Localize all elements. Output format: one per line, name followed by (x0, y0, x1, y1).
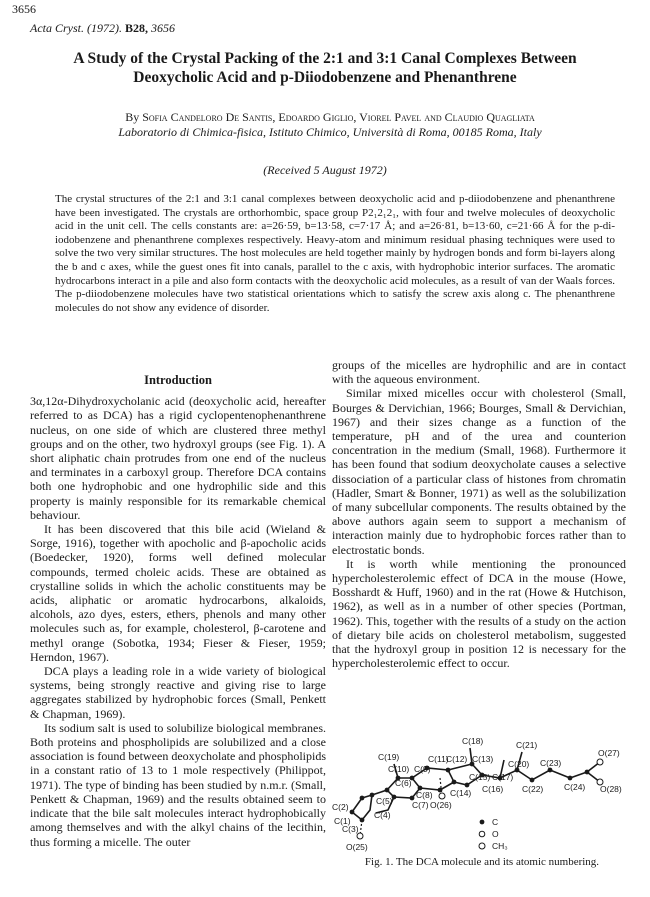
atom-label: C(15) (469, 772, 491, 782)
body-paragraph: It has been discovered that this bile acid (Wieland & Sorge, 1916), together with apocholic and β-apocholic acids (Boedecker, 1920), forms well defined molecular compounds, termed choleic acids. These are obtained as crystalline solids in which the acholic constituents may be acids, aliphatic or aromatic hydrocarbons, alkaloids, alcohols, azo dyes, esters, ethers, phenols and many other molecules such as, for example, cholesterol, β-carotene and methyl orange (Sobotka, 1934; Fieser & Fieser, 1959; Herndon, 1967). (30, 522, 326, 664)
atom-label: C(19) (378, 752, 400, 762)
body-paragraph: DCA plays a leading role in a wide variety of biological systems, being strongly reactive and giving rise to large aggregates stabilized by hydrophobic forces (Small, Penkett & Chapman, 1969). (30, 664, 326, 721)
atom-label: C(5) (376, 796, 393, 806)
journal-name: Acta Cryst. (30, 21, 84, 35)
atom-label: C(3) (342, 824, 359, 834)
legend-label: C (492, 817, 499, 827)
atom-label: C(13) (472, 754, 494, 764)
atom-label: C(12) (446, 754, 468, 764)
body-paragraph: Similar mixed micelles occur with cholesterol (Small, Bourges & Dervichian, 1966; Bourges, Small & Dervichian, 1967) and their sizes change as a function of the temperature, pH and of the urea and counterion concentration in the medium (Small, 1968). Furthermore it has been found that sodium deoxycholate causes a selective dissociation of a particular class of histones from chromatin (Hadler, Smart & Bonner, 1971) as well as the solubilization of many subcellular components. The results obtained by the above authors again seem to support a mechanism of interaction mainly due to hydrophobic forces rather than to electrostatic bonds. (332, 386, 626, 557)
atom-label: C(4) (374, 810, 391, 820)
atom-label: C(18) (462, 736, 484, 746)
atom-label: C(24) (564, 782, 586, 792)
figure-caption: Fig. 1. The DCA molecule and its atomic numbering. (364, 856, 600, 868)
by-label: By (125, 110, 140, 124)
atom-label: C(7) (412, 800, 429, 810)
volume-ref: B28, (125, 21, 149, 35)
atom-label: C(2) (332, 802, 349, 812)
atom-label: C(6) (395, 778, 412, 788)
atom-label: C(20) (508, 759, 530, 769)
author-list: Sofia Candeloro De Santis, Edoardo Giglio, Viorel Pavel and Claudio Quagliata (142, 110, 535, 124)
figure-legend (479, 817, 508, 851)
abstract: The crystal structures of the 2:1 and 3:1 canal complexes between deoxycholic acid and p-diiodobenzene and phenanthrene have been investigated. The crystals are orthorhombic, space group P2₁2₁2₁, with four and twelve molecules of deoxycholic acid in the unit cell. The cells constants are: a=26·59, b=13·58, c=7·17 Å; and a=26·81, b=13·60, c=21·66 Å for the p-di-iodobenzene and phenanthrene complexes respectively. Heavy-atom and minimum residual phasing techniques were used to solve the two very similar structures. The host molecules are held together mainly by hydrogen bonds and form bi-layers along the b and c axes, while the guest ones fit into canals, parallel to the c axis, with hydrophobic interior surfaces. The aromatic hydrocarbons interact in a pile and also form contacts with the deoxycholic acid molecules, as a result of van der Waals forces. The p-diiodobenzene molecules have two statistical orientations which to satisfy the screw axis along c. The phenanthrene molecules do not show any evidence of disorder. (55, 193, 615, 314)
legend-label: O (492, 829, 499, 839)
body-paragraph: It is worth while mentioning the pronounced hypercholesterolemic effect of DCA in the mouse (Howe, Bosshardt & Huff, 1960) and in the rat (Howe & Hutchison, 1962), as well as in a number of other species (Portman, 1962). This, together with the results of a study on the action of dietary bile acids on cholesterol metabolism, suggested that the hydroxyl group in position 12 is necessary for the hypercholesterolemic effect to occur. (332, 556, 626, 671)
received-date: (Received 5 August 1972) (263, 163, 387, 177)
page-number: 3656 (12, 2, 36, 16)
atom-label: C(21) (516, 740, 538, 750)
atom-label: C(11) (428, 754, 449, 764)
figure-dca-molecule (332, 700, 632, 897)
atom-label: O(25) (346, 842, 368, 852)
legend-methyl-marker (479, 843, 485, 849)
atom-label: C(22) (522, 784, 544, 794)
atom-label: O(26) (430, 800, 452, 810)
atom-label: O(28) (600, 784, 622, 794)
affiliation: Laboratorio di Chimica-fisica, Istituto Chimico, Università di Roma, 00185 Roma, Italy (118, 125, 542, 139)
article-title: A Study of the Crystal Packing of the 2:1 and 3:1 Canal Complexes Between Deoxycholic Acid and p-Diiodobenzene and Phenanthrene (73, 50, 577, 86)
journal-page: 3656 (151, 21, 176, 35)
introduction-heading: Introduction (144, 373, 212, 387)
atom-label: C(1) (334, 816, 351, 826)
atom-label: C(23) (540, 758, 562, 768)
molecule-diagram (332, 700, 632, 855)
atom-label: C(9) (414, 764, 431, 774)
legend-carbon-marker (480, 820, 485, 825)
atom-label: C(8) (416, 790, 433, 800)
left-column (30, 373, 326, 849)
author-block (30, 110, 630, 140)
journal-citation (30, 21, 175, 36)
journal-year: (1972). (87, 21, 122, 35)
atom-label: C(16) (482, 784, 504, 794)
atom-label: C(10) (388, 764, 410, 774)
body-paragraph: groups of the micelles are hydrophilic and are in contact with the aqueous environment. (332, 358, 626, 387)
legend-label: CH₃ (492, 841, 508, 851)
atom-label: C(17) (492, 772, 514, 782)
body-paragraph: Its sodium salt is used to solubilize biological membranes. Both proteins and phospholipids are solubilized and a close association is found between deoxycholate and phospholipids in a constant ratio of 13 to 1 mole respectively (Philippot, 1971). The type of binding has been studied by n.m.r. (Small, Penkett & Chapman, 1969) and the results obtained seem to indicate that the bile salt molecules interact hydrophobically among themselves and with the alkyl chains of the lecithin, thus forming a micelle. The outer (30, 720, 326, 849)
legend-oxygen-marker (479, 831, 485, 837)
atom-label: O(27) (598, 748, 620, 758)
right-column (332, 358, 626, 670)
atom-label: C(14) (450, 788, 472, 798)
body-paragraph: 3α,12α-Dihydroxycholanic acid (deoxycholic acid, hereafter referred to as DCA) has a rigid cyclopentenophenanthrene nucleus, on one side of which are clustered three methyl groups and on the other, two hydroxyl groups (see Fig. 1). A short aliphatic chain protrudes from one end of the nucleus and terminates in a carboxyl group. Therefore DCA contains both one hydrophobic and one hydrophilic side and this property is mainly responsible for its remarkable chemical behaviour. (30, 394, 326, 522)
